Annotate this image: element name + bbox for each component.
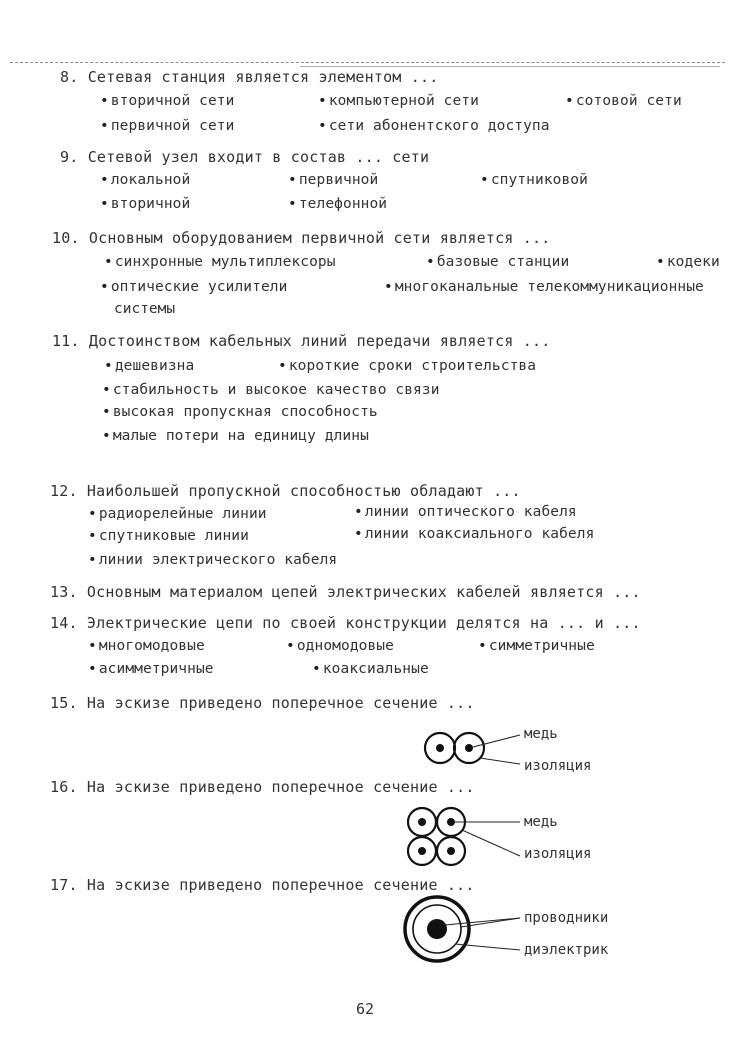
q11-option-3: • стабильность и высокое качество связи [102, 382, 440, 398]
q12-option-4: • линии коаксиального кабеля [354, 526, 594, 542]
q9-option-5: • телефонной [288, 196, 387, 212]
q9-option-3: • спутниковой [480, 172, 588, 188]
q12-option-3: • спутниковые линии [88, 528, 249, 544]
q12-option-1: • радиорелейные линии [88, 506, 267, 522]
q16-label-insulation: изоляция [524, 846, 592, 862]
q10-option-5: • многоканальные телекоммуникационные [384, 279, 704, 295]
q8-option-1: • вторичной сети [100, 93, 234, 109]
page-number: 62 [356, 1000, 375, 1018]
q17-label-conductors: проводники [524, 910, 609, 926]
coaxial-cross-section-diagram [400, 892, 560, 970]
q10-option-3: • кодеки [656, 254, 720, 270]
q8-option-5: • сети абонентского доступа [318, 118, 550, 134]
q12-option-5: • линии электрического кабеля [88, 552, 337, 568]
q14-option-1: • многомодовые [88, 638, 205, 654]
q10-option-1: • синхронные мультиплексоры [104, 254, 336, 270]
q11-option-5: • малые потери на единицу длины [102, 428, 369, 444]
question-17: 17. На эскизе приведено поперечное сечение ... [50, 876, 475, 894]
question-16: 16. На эскизе приведено поперечное сечение ... [50, 778, 475, 796]
q14-option-2: • одномодовые [286, 638, 394, 654]
q14-option-5: • коаксиальные [312, 661, 429, 677]
question-14: 14. Электрические цепи по своей конструкции делятся на ... и ... [50, 614, 641, 632]
q8-option-2: • компьютерной сети [318, 93, 479, 109]
q8-option-3: • сотовой сети [565, 93, 682, 109]
question-8: 8. Сетевая станция является элементом ... [60, 68, 439, 86]
q15-label-copper: медь [524, 726, 558, 742]
q10-option-5-continuation: системы [114, 301, 176, 317]
question-9: 9. Сетевой узел входит в состав ... сети [60, 148, 430, 166]
q11-option-4: • высокая пропускная способность [102, 404, 378, 420]
q11-option-2: • короткие сроки строительства [278, 358, 536, 374]
q16-label-copper: медь [524, 814, 558, 830]
question-15: 15. На эскизе приведено поперечное сечение ... [50, 694, 475, 712]
q8-option-4: • первичной сети [100, 118, 234, 134]
question-12: 12. Наибольшей пропускной способностью обладают ... [50, 482, 521, 500]
q10-option-4: • оптические усилители [100, 279, 287, 295]
q15-label-insulation: изоляция [524, 758, 592, 774]
q14-option-3: • симметричные [478, 638, 595, 654]
question-10: 10. Основным оборудованием первичной сети является ... [52, 229, 551, 247]
q9-option-1: • локальной [100, 172, 190, 188]
q14-option-4: • асимметричные [88, 661, 214, 677]
top-rule [10, 62, 725, 63]
question-13: 13. Основным материалом цепей электрических кабелей является ... [50, 583, 641, 601]
top-rule-secondary [300, 66, 720, 67]
q9-option-2: • первичной [288, 172, 378, 188]
q10-option-2: • базовые станции [426, 254, 569, 270]
q17-label-dielectric: диэлектрик [524, 942, 609, 958]
q9-option-4: • вторичной [100, 196, 190, 212]
q11-option-1: • дешевизна [104, 358, 194, 374]
q12-option-2: • линии оптического кабеля [354, 504, 577, 520]
question-11: 11. Достоинством кабельных линий передачи является ... [52, 332, 551, 350]
